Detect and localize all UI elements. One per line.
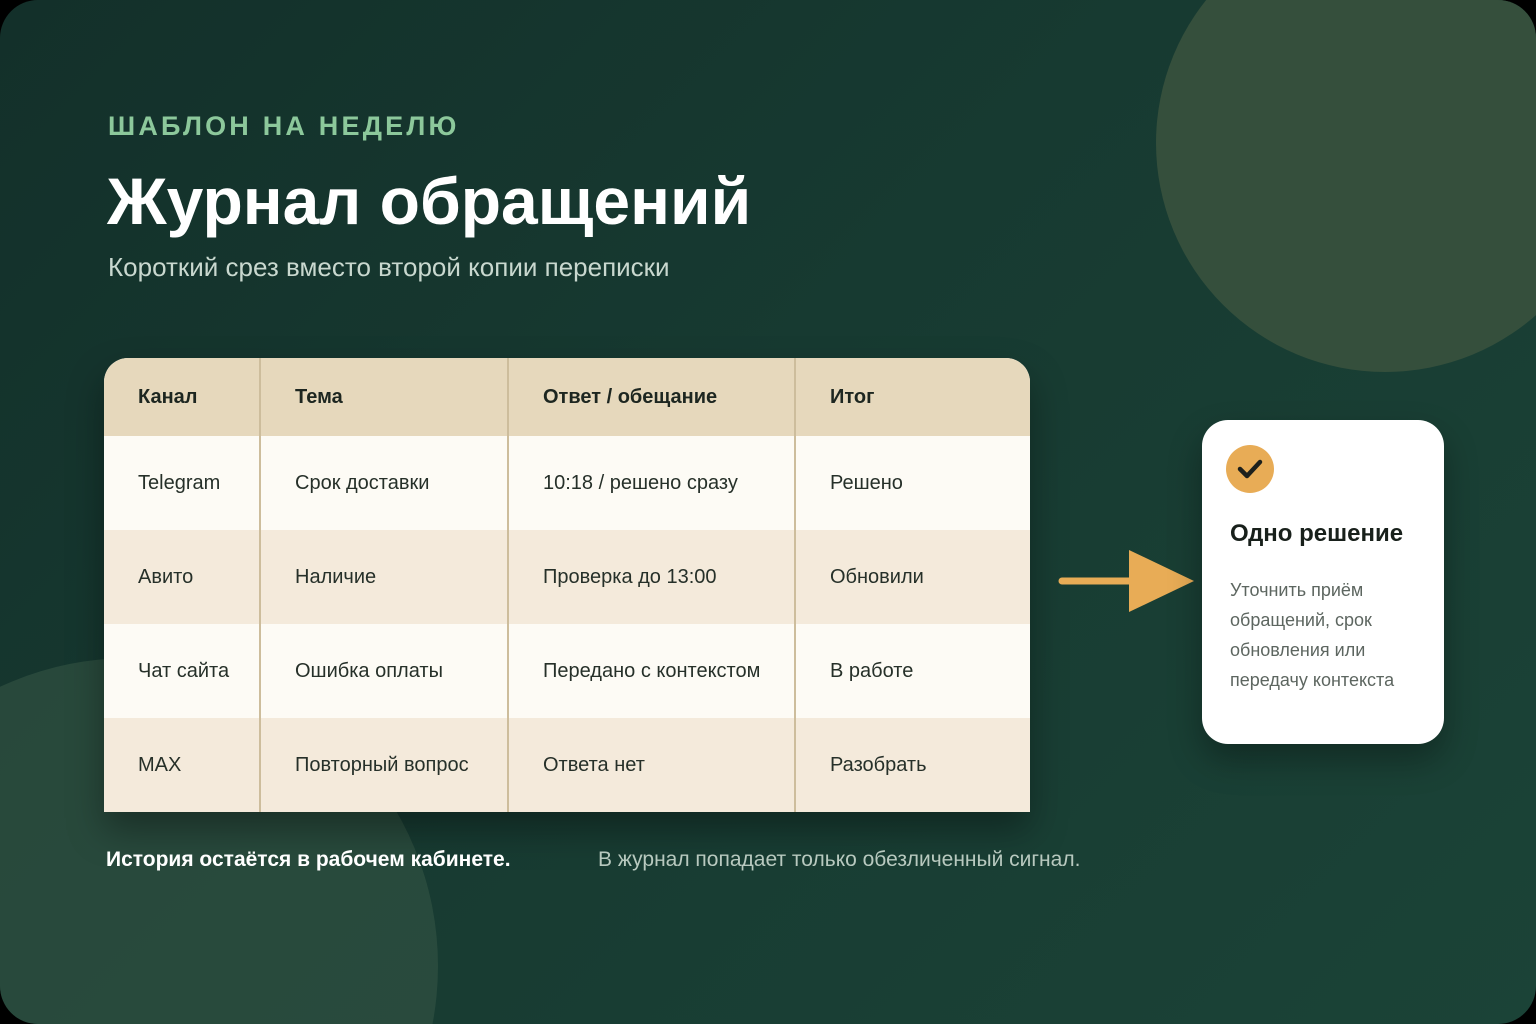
column-header-response: Ответ / обещание	[508, 358, 795, 436]
table-cell-result: В работе	[830, 659, 914, 682]
table-row	[104, 436, 1030, 530]
table-cell-topic: Наличие	[260, 530, 508, 624]
table-header-row	[104, 358, 1030, 436]
solution-description: Уточнить приём обращений, срок обновления или передачу контекста	[1230, 580, 1395, 690]
table-cell-response: Проверка до 13:00	[508, 530, 795, 624]
table-cell-channel: MAX	[104, 718, 260, 812]
table-cell-response: Ответа нет	[508, 718, 795, 812]
table-cell-topic: Срок доставки	[260, 436, 508, 530]
table-cell-topic: Повторный вопрос	[260, 718, 508, 812]
column-header-channel: Канал	[104, 358, 260, 436]
column-header-result: Итог	[830, 385, 875, 408]
requests-table-card	[104, 358, 1030, 812]
table-cell-result: Решено	[830, 471, 903, 494]
solution-title: Одно решение	[1230, 520, 1404, 547]
decorative-circle-top	[1156, 0, 1536, 372]
footer-note-text: В журнал попадает только обезличенный сигнал.	[598, 848, 1081, 871]
table-row	[104, 624, 1030, 718]
table-cell-response: 10:18 / решено сразу	[508, 436, 795, 530]
table-cell-response: Передано с контекстом	[508, 624, 795, 718]
column-header-topic: Тема	[260, 358, 508, 436]
arrow-right-icon	[1058, 546, 1198, 616]
page-title: Журнал обращений	[107, 164, 752, 238]
table-row	[104, 718, 1030, 812]
table-cell-channel: Чат сайта	[104, 624, 260, 718]
requests-table	[104, 358, 1030, 812]
check-icon	[1226, 445, 1274, 493]
page-subtitle: Короткий срез вместо второй копии переписки	[108, 252, 670, 282]
table-cell-channel: Telegram	[104, 436, 260, 530]
table-row	[104, 530, 1030, 624]
table-cell-channel: Авито	[104, 530, 260, 624]
table-cell-result: Разобрать	[830, 753, 927, 776]
eyebrow-label: ШАБЛОН НА НЕДЕЛЮ	[108, 111, 460, 141]
solution-card	[1202, 420, 1444, 744]
footer-emphasis-text: История остаётся в рабочем кабинете.	[106, 848, 511, 871]
table-cell-result: Обновили	[830, 565, 924, 588]
table-cell-topic: Ошибка оплаты	[260, 624, 508, 718]
